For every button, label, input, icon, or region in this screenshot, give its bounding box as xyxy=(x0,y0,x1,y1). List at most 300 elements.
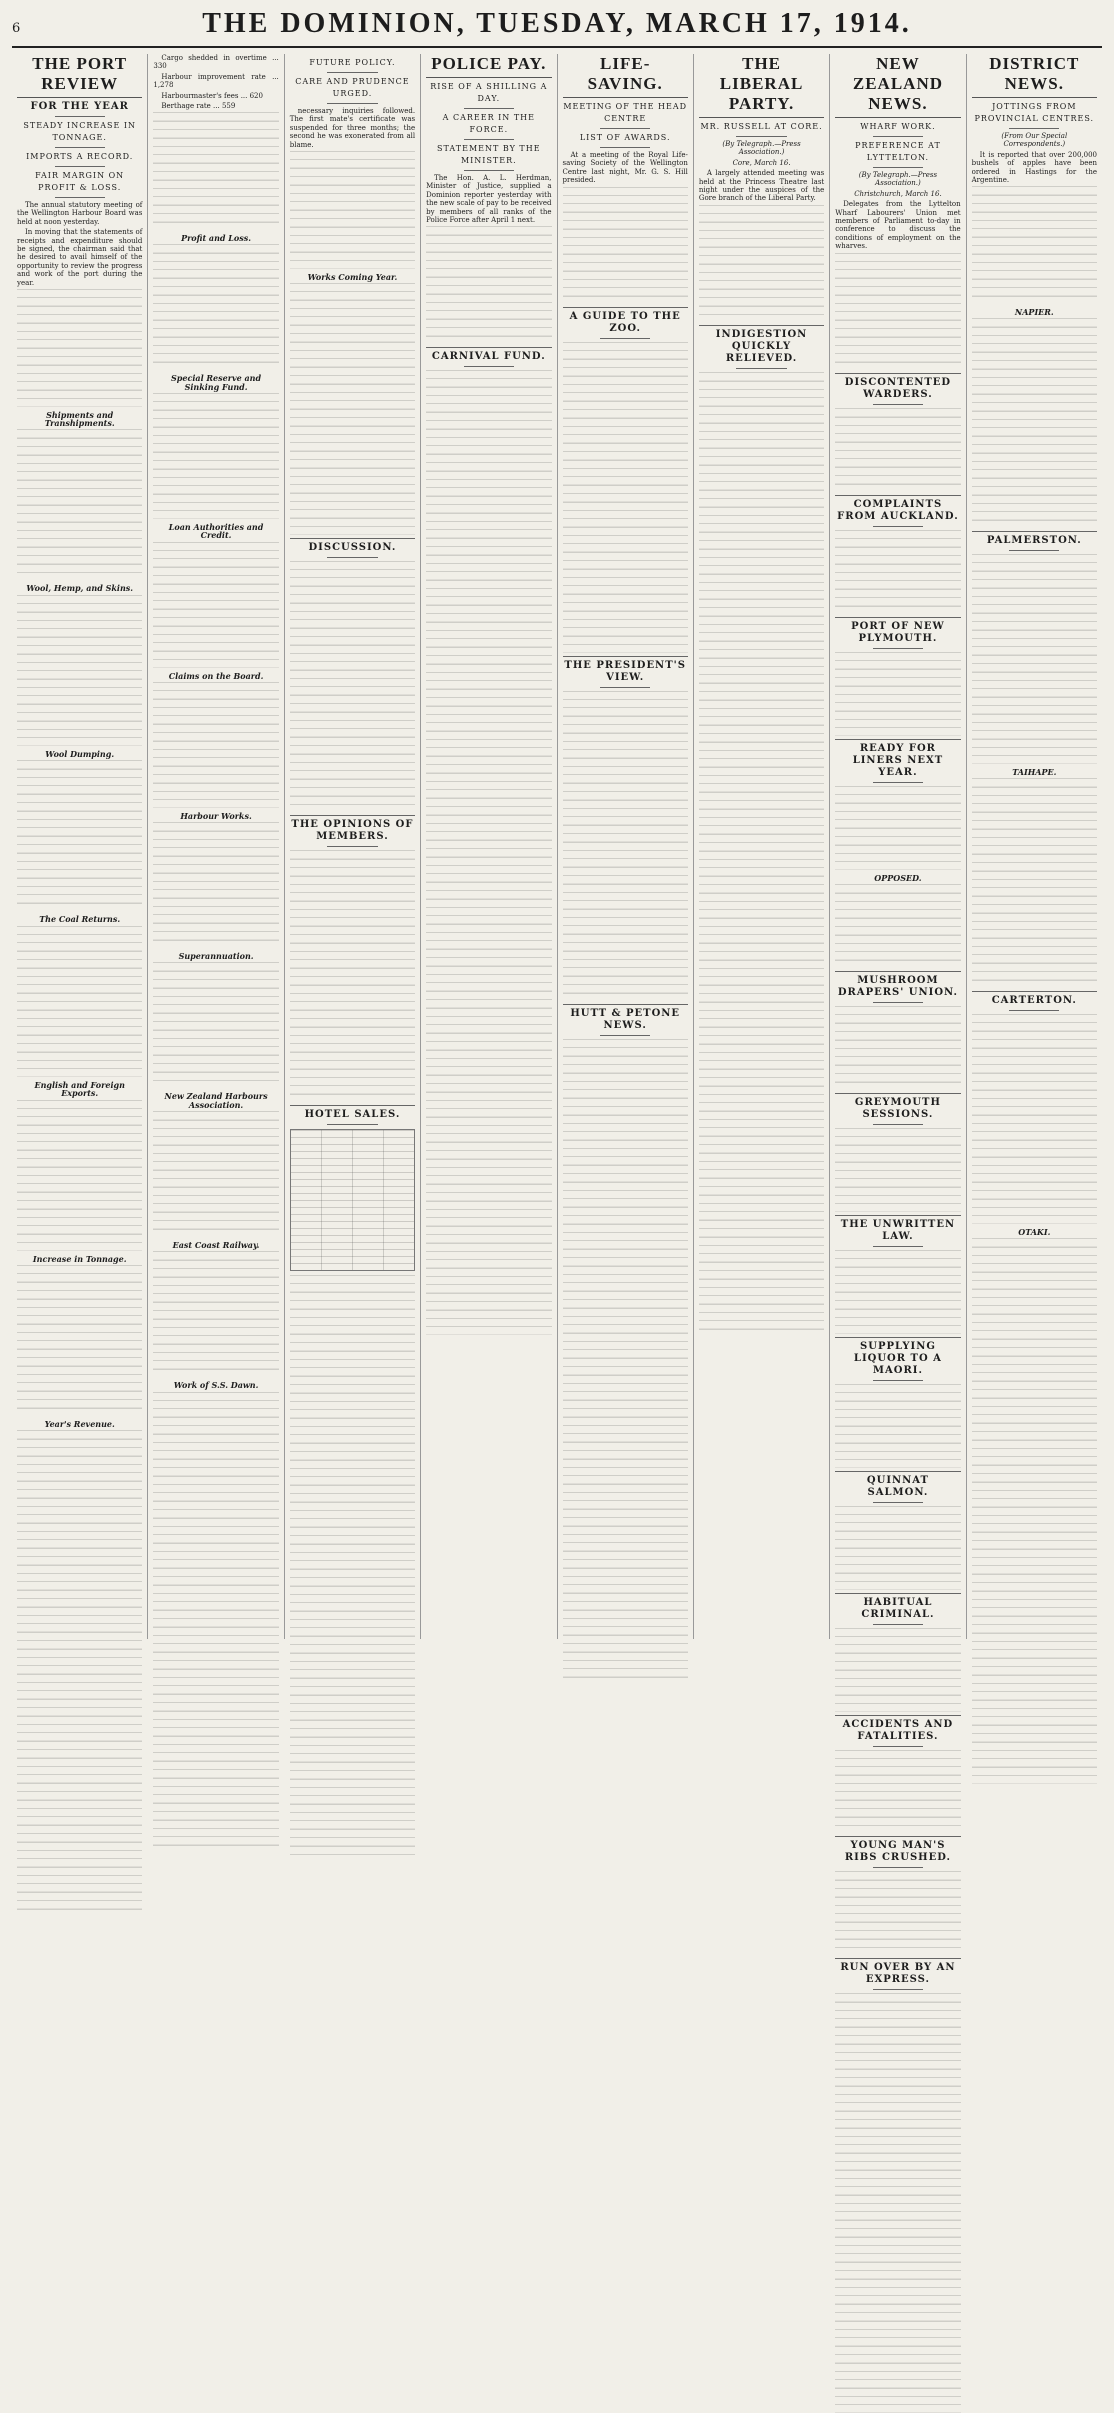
text-line xyxy=(426,1117,551,1125)
text-line xyxy=(290,867,415,875)
text-line xyxy=(563,951,688,959)
text-line xyxy=(17,446,142,454)
text-line xyxy=(835,1930,960,1938)
text-line xyxy=(17,704,142,712)
text-line xyxy=(153,1251,278,1259)
text-line xyxy=(426,412,551,420)
text-line xyxy=(17,1290,142,1298)
text-line xyxy=(426,243,551,251)
text-line xyxy=(153,1568,278,1576)
text-line xyxy=(290,1577,415,1585)
text-line xyxy=(835,2279,960,2287)
text-line xyxy=(153,979,278,987)
text-line xyxy=(563,287,688,295)
text-line xyxy=(153,1593,278,1601)
text-line xyxy=(153,757,278,765)
text-line xyxy=(972,829,1097,837)
text-line xyxy=(153,1828,278,1836)
text-line xyxy=(972,1758,1097,1766)
text-line xyxy=(835,580,960,588)
divider-rule xyxy=(873,1124,923,1125)
text-line xyxy=(17,861,142,869)
text-line xyxy=(563,1668,688,1676)
text-line xyxy=(972,1056,1097,1064)
text-line xyxy=(699,1220,824,1228)
text-line xyxy=(699,1127,824,1135)
text-line xyxy=(426,664,551,672)
text-line xyxy=(290,1518,415,1526)
text-line xyxy=(972,1557,1097,1565)
text-line xyxy=(835,1417,960,1425)
text-line xyxy=(563,1324,688,1332)
text-line xyxy=(17,794,142,802)
article-subheading: JOTTINGS FROM PROVINCIAL CENTRES. xyxy=(974,102,1095,123)
text-line xyxy=(17,1043,142,1051)
text-line xyxy=(972,820,1097,828)
text-line xyxy=(153,741,278,749)
text-line xyxy=(972,963,1097,971)
text-line xyxy=(699,901,824,909)
text-line xyxy=(153,940,278,948)
article-subheading: A CAREER IN THE FORCE. xyxy=(442,113,535,134)
text-line xyxy=(563,934,688,942)
divider-rule xyxy=(736,136,786,137)
text-line xyxy=(972,705,1097,713)
column-3 xyxy=(285,54,421,1639)
text-line xyxy=(17,572,142,580)
text-line xyxy=(153,592,278,600)
text-line xyxy=(972,1675,1097,1683)
text-line xyxy=(290,417,415,425)
text-line xyxy=(835,2136,960,2144)
text-line xyxy=(972,854,1097,862)
text-line xyxy=(835,828,960,836)
text-line xyxy=(153,1229,278,1237)
text-line xyxy=(972,245,1097,253)
text-line xyxy=(972,1389,1097,1397)
text-line xyxy=(972,369,1097,377)
text-line xyxy=(153,1212,278,1220)
text-line xyxy=(972,787,1097,795)
text-line xyxy=(153,682,278,690)
text-line xyxy=(835,1800,960,1808)
text-line xyxy=(835,2379,960,2387)
text-line xyxy=(290,1292,415,1300)
text-line xyxy=(972,1708,1097,1716)
text-line xyxy=(290,283,415,291)
text-line xyxy=(290,1342,415,1350)
text-line xyxy=(153,129,278,137)
text-line xyxy=(563,1584,688,1592)
text-line xyxy=(17,878,142,886)
text-line xyxy=(972,954,1097,962)
text-line xyxy=(153,1450,278,1458)
text-line xyxy=(290,804,415,812)
article-paragraph: The Hon. A. L. Herdman, Minister of Justice, supplied a Dominion reporter yesterday with the new scale of pay to be received by members of all ranks of the Police Force after April 1 next. xyxy=(426,174,552,225)
text-line xyxy=(290,619,415,627)
text-line xyxy=(563,296,688,304)
divider-rule xyxy=(873,1746,923,1747)
text-line xyxy=(426,1159,551,1167)
text-line xyxy=(17,331,142,339)
text-line xyxy=(17,398,142,406)
text-line xyxy=(972,946,1097,954)
section-subhead: Harbour Works. xyxy=(180,810,252,821)
text-line xyxy=(17,968,142,976)
text-line xyxy=(835,2337,960,2345)
text-line xyxy=(699,372,824,380)
text-line xyxy=(972,1591,1097,1599)
text-line xyxy=(563,1274,688,1282)
text-line xyxy=(835,1548,960,1556)
article-byline: (By Telegraph.—Press Association.) xyxy=(722,140,801,157)
text-line xyxy=(17,1447,142,1455)
text-line xyxy=(290,653,415,661)
divider-rule xyxy=(600,338,650,339)
text-line xyxy=(563,850,688,858)
text-line xyxy=(835,2186,960,2194)
text-line xyxy=(290,959,415,967)
text-line xyxy=(17,654,142,662)
divider-rule xyxy=(873,1867,923,1868)
text-line xyxy=(972,655,1097,663)
text-line xyxy=(290,1846,415,1854)
text-line xyxy=(153,575,278,583)
text-line xyxy=(290,1820,415,1828)
text-line xyxy=(699,289,824,297)
text-line xyxy=(153,617,278,625)
text-line xyxy=(426,437,551,445)
text-line xyxy=(153,1369,278,1377)
divider-rule xyxy=(290,538,415,539)
text-line xyxy=(835,803,960,811)
text-line xyxy=(153,923,278,931)
text-line xyxy=(153,609,278,617)
article-subheading: IMPORTS A RECORD. xyxy=(26,152,134,161)
text-line xyxy=(835,1775,960,1783)
text-line xyxy=(563,476,688,484)
text-line xyxy=(563,808,688,816)
text-line xyxy=(835,943,960,951)
text-line xyxy=(290,686,415,694)
section-heading: PORT OF NEW PLYMOUTH. xyxy=(851,620,945,644)
divider-rule xyxy=(600,128,650,129)
text-line xyxy=(563,707,688,715)
text-line xyxy=(835,1065,960,1073)
text-line xyxy=(835,1905,960,1913)
text-line xyxy=(290,876,415,884)
text-line xyxy=(972,630,1097,638)
article-paragraph: At a meeting of the Royal Life-saving Society of the Wellington Centre last night, Mr. G. S. Hill presided. xyxy=(562,151,688,185)
text-line xyxy=(972,672,1097,680)
text-line xyxy=(563,460,688,468)
text-line xyxy=(972,1090,1097,1098)
text-line xyxy=(563,1618,688,1626)
text-line xyxy=(563,749,688,757)
text-line xyxy=(290,678,415,686)
text-line xyxy=(972,871,1097,879)
text-line xyxy=(699,414,824,422)
divider-rule xyxy=(464,108,514,109)
text-line xyxy=(153,146,278,154)
text-line xyxy=(153,494,278,502)
text-line xyxy=(290,1275,415,1283)
text-line xyxy=(563,392,688,400)
text-line xyxy=(972,1431,1097,1439)
text-line xyxy=(290,235,415,243)
article-byline: (From Our Special Correspondents.) xyxy=(1001,132,1068,149)
article-paragraph: Cargo shedded in overtime ... 330 xyxy=(153,54,279,71)
text-line xyxy=(17,926,142,934)
text-line xyxy=(699,960,824,968)
text-line xyxy=(563,1190,688,1198)
section-heading: PALMERSTON. xyxy=(986,535,1082,547)
text-line xyxy=(290,176,415,184)
text-line xyxy=(153,1643,278,1651)
text-line xyxy=(290,1451,415,1459)
text-line xyxy=(17,373,142,381)
text-line xyxy=(835,1434,960,1442)
text-line xyxy=(426,403,551,411)
text-line xyxy=(17,894,142,902)
text-line xyxy=(153,1501,278,1509)
text-line xyxy=(17,1456,142,1464)
section-subhead: The Coal Returns. xyxy=(39,914,121,925)
text-line xyxy=(426,840,551,848)
text-line xyxy=(563,1140,688,1148)
text-line xyxy=(153,542,278,550)
text-line xyxy=(290,1544,415,1552)
text-line xyxy=(835,1170,960,1178)
section-heading: ACCIDENTS AND FATALITIES. xyxy=(842,1718,954,1742)
divider-rule xyxy=(873,167,923,168)
text-line xyxy=(563,510,688,518)
text-line xyxy=(972,352,1097,360)
text-line xyxy=(563,1551,688,1559)
text-line xyxy=(563,1198,688,1206)
text-line xyxy=(17,1690,142,1698)
text-line xyxy=(290,1351,415,1359)
text-line xyxy=(290,859,415,867)
text-line xyxy=(426,1033,551,1041)
text-line xyxy=(426,588,551,596)
text-line xyxy=(290,1854,415,1862)
text-line xyxy=(563,1517,688,1525)
text-line xyxy=(972,1515,1097,1523)
section-subhead: Work of S.S. Dawn. xyxy=(173,1380,259,1391)
text-line xyxy=(835,1258,960,1266)
text-line xyxy=(563,1240,688,1248)
article-subheading: STATEMENT BY THE MINISTER. xyxy=(437,144,541,165)
text-line xyxy=(290,1762,415,1770)
text-line xyxy=(17,1035,142,1043)
text-line xyxy=(835,450,960,458)
text-line xyxy=(972,469,1097,477)
text-line xyxy=(290,1393,415,1401)
text-line xyxy=(563,1073,688,1081)
text-line xyxy=(835,2237,960,2245)
text-line xyxy=(972,343,1097,351)
divider-rule xyxy=(873,1989,923,1990)
text-line xyxy=(699,1002,824,1010)
text-line xyxy=(17,853,142,861)
text-line xyxy=(972,929,1097,937)
article-dateline: Core, March 16. xyxy=(732,158,791,167)
text-line xyxy=(290,1720,415,1728)
text-line xyxy=(153,1425,278,1433)
text-line xyxy=(972,896,1097,904)
text-line xyxy=(290,1510,415,1518)
text-line xyxy=(153,278,278,286)
text-line xyxy=(699,481,824,489)
text-line xyxy=(835,686,960,694)
text-line xyxy=(563,1316,688,1324)
text-line xyxy=(426,1108,551,1116)
text-line xyxy=(17,1374,142,1382)
text-line xyxy=(153,1417,278,1425)
text-line xyxy=(972,1364,1097,1372)
divider-rule xyxy=(55,147,105,148)
text-line xyxy=(426,865,551,873)
article-dateline: Christchurch, March 16. xyxy=(854,189,942,198)
text-line xyxy=(563,1249,688,1257)
text-line xyxy=(426,764,551,772)
text-line xyxy=(17,1100,142,1108)
text-line xyxy=(563,220,688,228)
text-line xyxy=(835,1636,960,1644)
text-line xyxy=(426,1259,551,1267)
text-line xyxy=(699,1195,824,1203)
text-line xyxy=(563,1257,688,1265)
text-line xyxy=(426,1016,551,1024)
text-line xyxy=(426,949,551,957)
article-subheading: CARE AND PRUDENCE URGED. xyxy=(295,77,410,98)
text-line xyxy=(153,1694,278,1702)
text-line xyxy=(17,488,142,496)
text-line xyxy=(153,889,278,897)
text-line xyxy=(290,1594,415,1602)
text-line xyxy=(835,702,960,710)
article-headline: NEW ZEALAND NEWS. xyxy=(835,54,960,118)
text-line xyxy=(290,1018,415,1026)
text-line xyxy=(972,1716,1097,1724)
text-line xyxy=(563,1089,688,1097)
text-line xyxy=(972,1157,1097,1165)
section-heading: SUPPLYING LIQUOR TO A MAORI. xyxy=(853,1340,942,1376)
text-line xyxy=(699,1153,824,1161)
text-line xyxy=(699,842,824,850)
text-line xyxy=(426,378,551,386)
text-line xyxy=(153,1293,278,1301)
text-line xyxy=(972,1582,1097,1590)
text-line xyxy=(17,1498,142,1506)
text-line xyxy=(835,2119,960,2127)
text-line xyxy=(290,1476,415,1484)
text-line xyxy=(426,1243,551,1251)
text-line xyxy=(835,1628,960,1636)
text-line xyxy=(17,1808,142,1816)
text-line xyxy=(153,1038,278,1046)
divider-rule xyxy=(835,739,960,740)
divider-rule xyxy=(873,1380,923,1381)
text-line xyxy=(563,842,688,850)
text-line xyxy=(563,976,688,984)
text-line xyxy=(563,1358,688,1366)
text-line xyxy=(699,758,824,766)
text-line xyxy=(563,1450,688,1458)
text-line xyxy=(835,1056,960,1064)
text-line xyxy=(17,1175,142,1183)
text-line xyxy=(426,982,551,990)
text-line xyxy=(426,1217,551,1225)
text-line xyxy=(972,971,1097,979)
text-line xyxy=(426,672,551,680)
text-line xyxy=(17,1357,142,1365)
text-line xyxy=(290,342,415,350)
text-line xyxy=(153,1360,278,1368)
text-line xyxy=(699,800,824,808)
text-line xyxy=(17,555,142,563)
text-line xyxy=(699,247,824,255)
text-line xyxy=(563,569,688,577)
text-line xyxy=(153,1635,278,1643)
text-line xyxy=(835,1880,960,1888)
divider-rule xyxy=(55,197,105,198)
text-line xyxy=(153,427,278,435)
text-line xyxy=(153,1627,278,1635)
text-line xyxy=(290,1094,415,1102)
text-line xyxy=(699,968,824,976)
divider-rule xyxy=(290,1105,415,1106)
columns xyxy=(12,54,1102,1986)
text-line xyxy=(972,1238,1097,1246)
text-line xyxy=(153,626,278,634)
text-line xyxy=(835,853,960,861)
text-line xyxy=(153,996,278,1004)
text-line xyxy=(153,774,278,782)
text-line xyxy=(563,733,688,741)
text-line xyxy=(290,1334,415,1342)
text-line xyxy=(835,1384,960,1392)
text-line xyxy=(699,1035,824,1043)
text-line xyxy=(426,915,551,923)
text-line xyxy=(835,547,960,555)
text-line xyxy=(835,884,960,892)
divider-rule xyxy=(1009,1010,1059,1011)
text-line xyxy=(17,1539,142,1547)
text-line xyxy=(426,1083,551,1091)
text-line xyxy=(153,642,278,650)
text-line xyxy=(563,984,688,992)
text-line xyxy=(153,1046,278,1054)
text-line xyxy=(835,1514,960,1522)
text-line xyxy=(699,607,824,615)
text-line xyxy=(563,1115,688,1123)
text-line xyxy=(972,1624,1097,1632)
text-line xyxy=(835,1014,960,1022)
text-line xyxy=(153,121,278,129)
text-line xyxy=(699,397,824,405)
text-line xyxy=(972,270,1097,278)
text-line xyxy=(426,420,551,428)
text-line xyxy=(426,580,551,588)
text-line xyxy=(17,1382,142,1390)
text-line xyxy=(17,1909,142,1917)
text-line xyxy=(17,1125,142,1133)
text-line xyxy=(426,999,551,1007)
text-line xyxy=(426,689,551,697)
section-heading: THE PRESIDENT'S VIEW. xyxy=(564,659,686,683)
